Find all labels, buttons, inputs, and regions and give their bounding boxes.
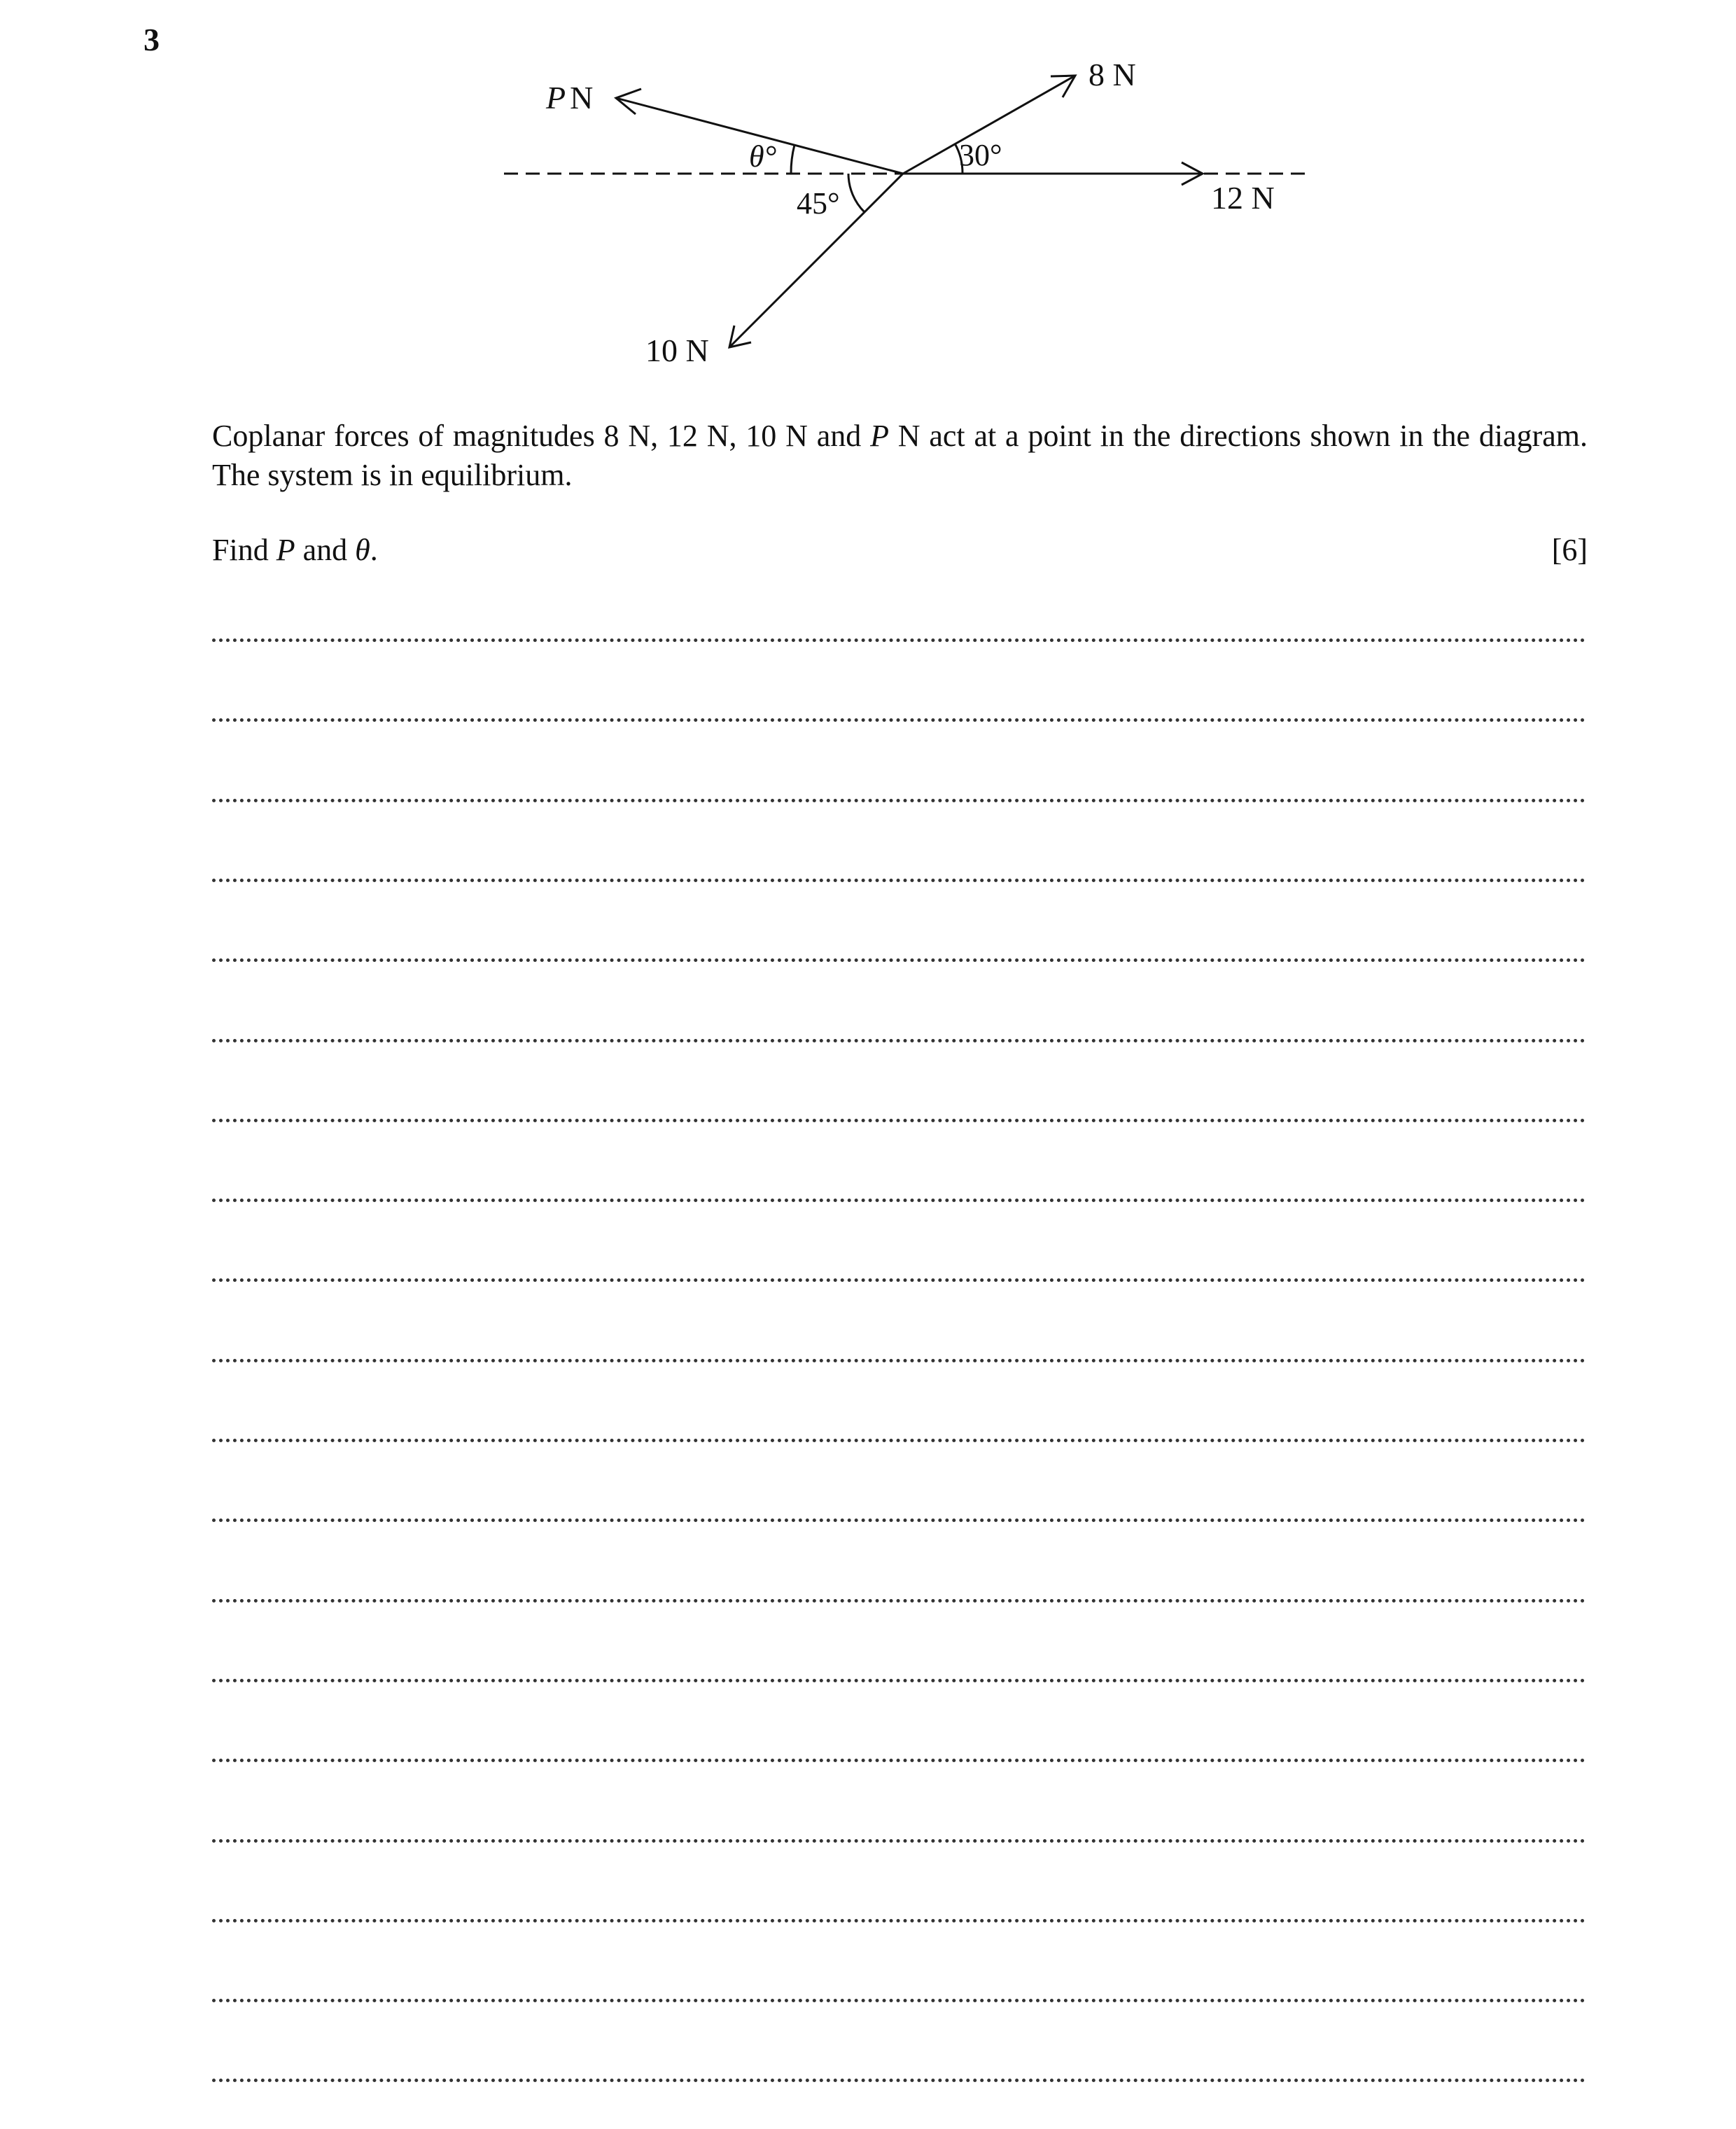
angle-label-45: 45° (797, 186, 840, 221)
answer-line[interactable] (212, 638, 1586, 642)
question-number: 3 (144, 22, 160, 57)
answer-line[interactable] (212, 1599, 1586, 1603)
answer-line[interactable] (212, 958, 1586, 962)
answer-line[interactable] (212, 879, 1586, 882)
angle-arc-45 (848, 174, 864, 212)
force-diagram (0, 0, 1736, 392)
answer-line[interactable] (212, 1679, 1586, 1682)
answer-line[interactable] (212, 1759, 1586, 1762)
answer-line[interactable] (212, 1039, 1586, 1042)
answer-line[interactable] (212, 1278, 1586, 1282)
answer-line[interactable] (212, 1119, 1586, 1122)
force-label-8n: 8 N (1088, 57, 1136, 92)
angle-arc-theta (791, 145, 794, 174)
force-label-10n: 10 N (645, 333, 709, 368)
marks-label: [6] (1551, 533, 1588, 567)
answer-line[interactable] (212, 1839, 1586, 1843)
answer-line[interactable] (212, 1919, 1586, 1922)
question-text: Coplanar forces of magnitudes 8 N, 12 N, 10 N and P N act at a point in the directions shown in the diagram. The system is in equilibrium. (212, 419, 1588, 492)
answer-line[interactable] (212, 1199, 1586, 1202)
task-instruction: Find P and θ. (212, 533, 378, 567)
angle-label-theta: θ° (749, 139, 777, 174)
answer-line[interactable] (212, 2079, 1586, 2082)
answer-line[interactable] (212, 1999, 1586, 2002)
angle-label-30: 30° (959, 138, 1002, 172)
force-label-p: P N (546, 80, 594, 116)
force-12n-arrow (903, 162, 1203, 185)
force-label-12n: 12 N (1211, 180, 1275, 216)
answer-line[interactable] (212, 1519, 1586, 1522)
answer-line[interactable] (212, 718, 1586, 722)
answer-line[interactable] (212, 1359, 1586, 1362)
answer-line[interactable] (212, 1439, 1586, 1442)
answer-line[interactable] (212, 799, 1586, 802)
